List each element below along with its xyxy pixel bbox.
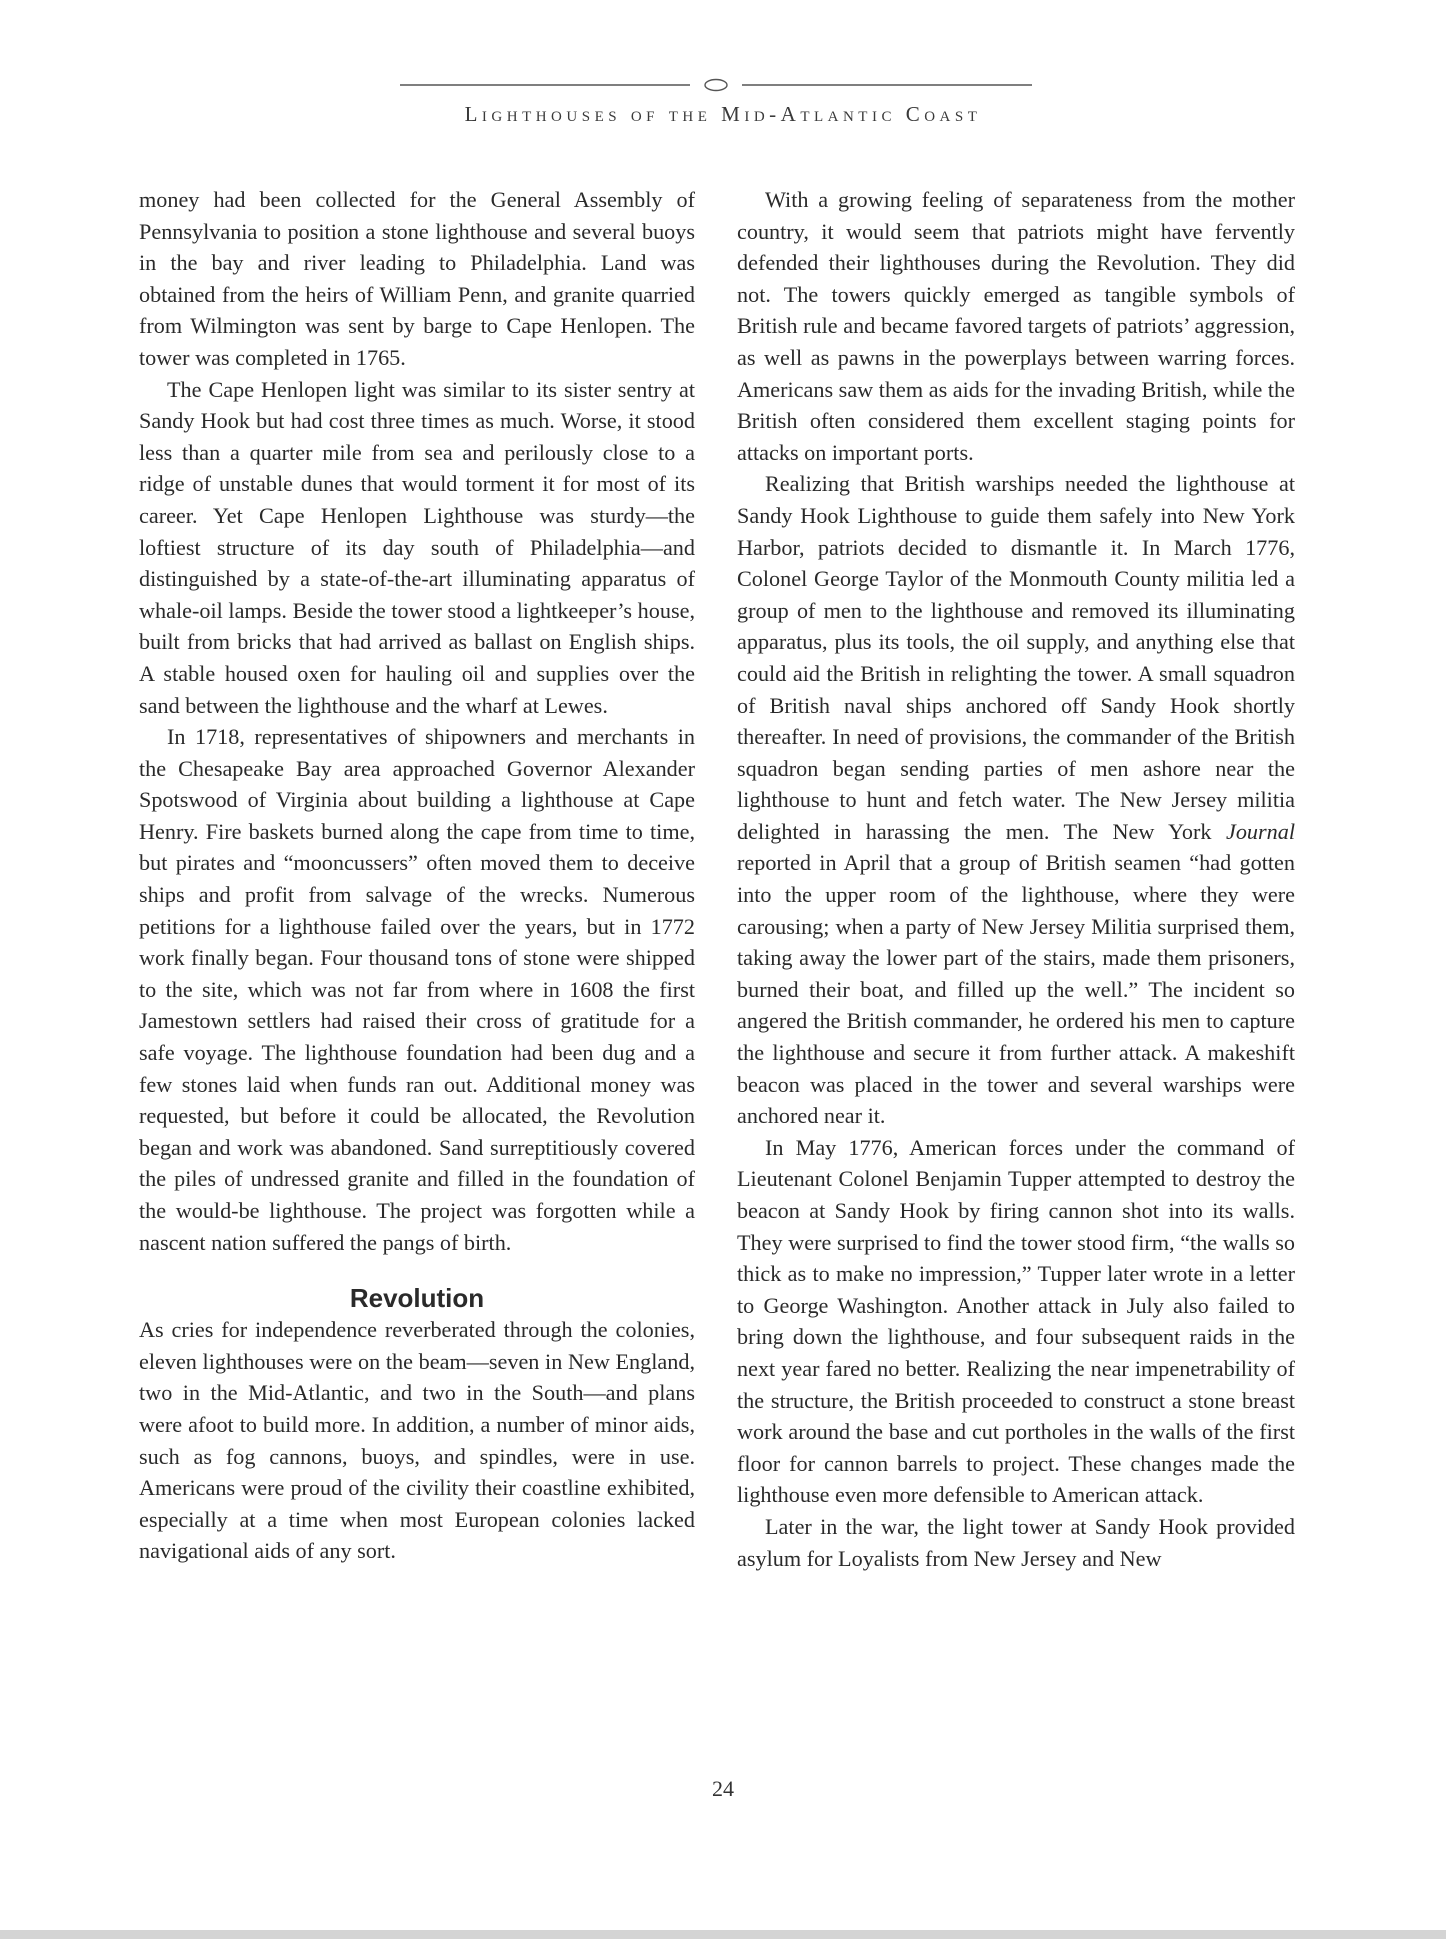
right-column bbox=[737, 184, 1295, 1574]
left-column bbox=[139, 184, 695, 1567]
publication-title: Journal bbox=[1225, 818, 1296, 844]
page-number: 24 bbox=[712, 1776, 734, 1801]
paragraph: As cries for independence reverberated through the colonies, eleven lighthouses were on the beam—seven in New England, two in the Mid-Atlantic, and two in the South—and plans were afoot to build more. In addition, a number of minor aids, such as fog cannons, buoys, and spindles, were in use. Americans were proud of the civility their coastline exhibited, especially at a time when most European colonies lacked navigational aids of any sort. bbox=[139, 1317, 695, 1564]
paragraph: money had been collected for the General Assembly of Pennsylvania to position a stone lighthouse and several buoys in the bay and river leading to Philadelphia. Land was obtained from the heirs of William Penn, and granite quarried from Wilmington was sent by barge to Cape Henlopen. The tower was completed in 1765. bbox=[139, 187, 695, 370]
paragraph bbox=[737, 468, 1295, 1131]
paragraph: In 1718, representatives of shipowners and merchants in the Chesapeake Bay area approached Governor Alexander Spotswood of Virginia about building a lighthouse at Cape Henry. Fire baskets burned along the cape from time to time, but pirates and “mooncussers” often moved them to deceive ships and profit from salvage of the wrecks. Numerous petitions for a lighthouse failed over the years, but in 1772 work finally began. Four thousand tons of stone were shipped to the site, which was not far from where in 1608 the first Jamestown settlers had raised their cross of gratitude for a safe voyage. The lighthouse foundation had been dug and a few stones laid when funds ran out. Additional money was requested, but before it could be allocated, the Revolution began and work was abandoned. Sand surreptitiously covered the piles of undressed granite and filled in the foundation of the would-be lighthouse. The project was forgotten while a nascent nation suffered the pangs of birth. bbox=[139, 724, 695, 1255]
paragraph: Later in the war, the light tower at Sandy Hook provided asylum for Loyalists from New Jersey and New bbox=[737, 1513, 1295, 1571]
header-ornament-rule bbox=[400, 78, 1032, 92]
running-header: Lighthouses of the Mid-Atlantic Coast bbox=[464, 102, 982, 126]
section-heading: Revolution bbox=[349, 1283, 485, 1314]
paragraph-text: reported in April that a group of British seamen “had gotten into the upper room of the lighthouse, where they were carousing; when a party of New Jersey Militia surprised them, taking away the lower part of the stairs, made them prisoners, burned their boat, and filled up the well.” The incident so angered the British commander, he ordered his men to capture the lighthouse and secure it from further attack. A makeshift beacon was placed in the tower and several warships were anchored near it. bbox=[737, 850, 1295, 1129]
paragraph: The Cape Henlopen light was similar to its sister sentry at Sandy Hook but had cost three times as much. Worse, it stood less than a quarter mile from sea and perilously close to a ridge of unstable dunes that would torment it for most of its career. Yet Cape Henlopen Lighthouse was sturdy—the loftiest structure of its day south of Philadelphia—and distinguished by a state-of-the-art illuminating apparatus of whale-oil lamps. Beside the tower stood a lightkeeper’s house, built from bricks that had arrived as ballast on English ships. A stable housed oxen for hauling oil and supplies over the sand between the lighthouse and the wharf at Lewes. bbox=[139, 376, 695, 718]
paragraph: In May 1776, American forces under the command of Lieutenant Colonel Benjamin Tupper attempted to destroy the beacon at Sandy Hook by firing cannon shot into its walls. They were surprised to find the tower stood firm, “the walls so thick as to make no impression,” Tupper later wrote in a letter to George Washington. Another attack in July also failed to bring down the lighthouse, and four subsequent raids in the next year fared no better. Realizing the near impenetrability of the structure, the British proceeded to construct a stone breast work around the base and cut portholes in the walls of the first floor for cannon barrels to project. These changes made the lighthouse even more defensible to American attack. bbox=[737, 1134, 1295, 1508]
bottom-divider bbox=[0, 1930, 1446, 1939]
paragraph-text: Realizing that British warships needed the lighthouse at Sandy Hook Lighthouse to guide them safely into New York Harbor, patriots decided to dismantle it. In March 1776, Colonel George Taylor of the Monmouth County militia led a group of men to the lighthouse and removed its illuminating apparatus, plus its tools, the oil supply, and anything else that could aid the British in relighting the tower. A small squadron of British naval ships anchored off Sandy Hook shortly thereafter. In need of provisions, the commander of the British squadron began sending parties of men ashore near the lighthouse to hunt and fetch water. The New Jersey militia delighted in harassing the men. The New York bbox=[737, 471, 1295, 844]
paragraph: With a growing feeling of separateness from the mother country, it would seem that patriots might have fervently defended their lighthouses during the Revolution. They did not. The towers quickly emerged as tangible symbols of British rule and became favored targets of patriots’ aggression, as well as pawns in the powerplays between warring forces. Americans saw them as aids for the invading British, while the British often considered them excellent staging points for attacks on important ports. bbox=[737, 187, 1295, 465]
